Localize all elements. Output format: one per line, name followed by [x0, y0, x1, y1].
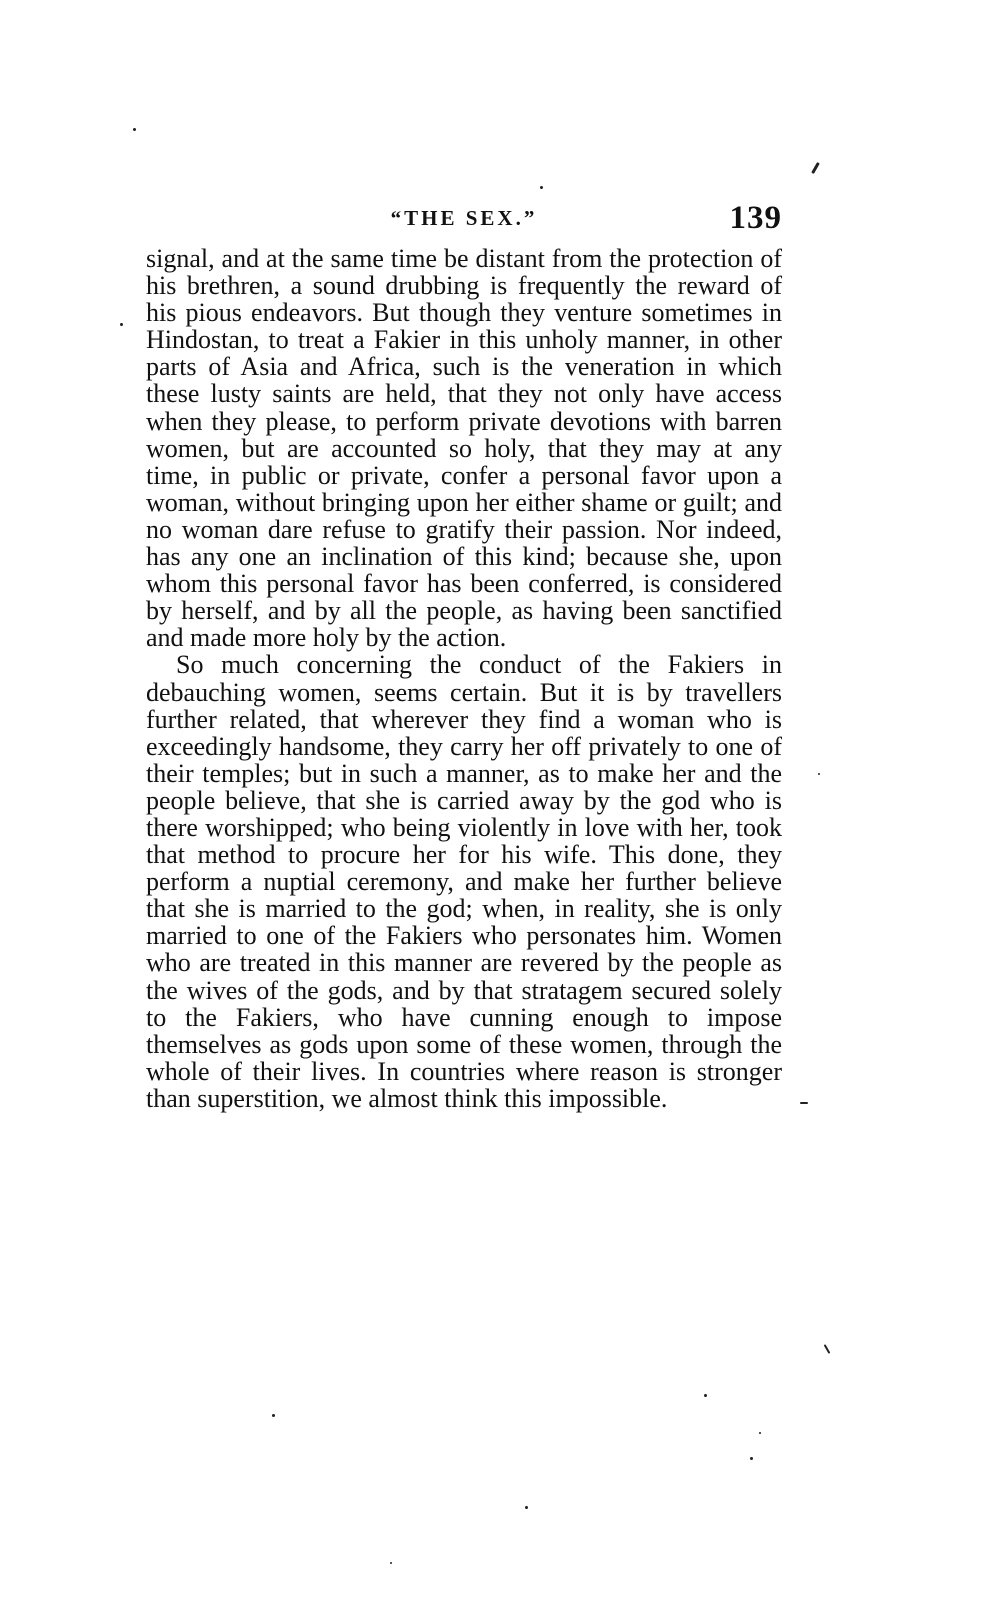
scan-speck: [525, 1506, 528, 1509]
scan-speck: [120, 323, 123, 326]
scan-speck: [390, 1562, 392, 1564]
scan-speck: [272, 1414, 275, 1417]
scan-speck: [540, 186, 543, 189]
scan-speck: [750, 1457, 753, 1460]
scan-speck: [133, 128, 136, 131]
scan-speck: [704, 1394, 707, 1397]
running-title: “THE SEX.”: [390, 206, 538, 230]
scan-speck: [759, 1432, 761, 1434]
scan-speck: [824, 1344, 831, 1354]
paragraph-2: So much concerning the conduct of the Fakiers in debauching women, seems certain. But it is by travellers further related, that wherever they find a woman who is exceedingly handsome, they carry her off privately to one of their temples; but in such a manner, as to make her and the people believe, that she is carried away by the god who is there worshipped; who being violently in love with her, took that method to procure her for his wife. This done, they perform a nuptial ceremony, and make her further believe that she is married to the god; when, in reality, she is only married to one of the Fakiers who personates him. Women who are treated in this manner are revered by the people as the wives of the gods, and by that stratagem secured solely to the Fakiers, who have cunning enough to impose themselves as gods upon some of these women, through the whole of their lives. In countries where reason is stronger than superstition, we almost think this impossible.: [146, 650, 782, 1113]
scan-speck: [818, 773, 820, 775]
paragraph-1: signal, and at the same time be distant from the protection of his brethren, a sound drubbing is frequently the reward of his pious endeavors. But though they venture sometimes in Hindostan, to treat a Fakier in this unholy manner, in other parts of Asia and Africa, such is the veneration in which these lusty saints are held, that they not only have access when they please, to perform private devotions with barren women, but are accounted so holy, that they may at any time, in public or private, confer a personal favor upon a woman, without bringing upon her either shame or guilt; and no woman dare refuse to gratify their passion. Nor indeed, has any one an inclination of this kind; because she, upon whom this personal favor has been conferred, is considered by herself, and by all the people, as having been sanctified and made more holy by the action.: [146, 244, 782, 653]
scan-speck: [800, 1102, 808, 1104]
page-number: 139: [729, 200, 782, 236]
scan-speck: [811, 162, 820, 174]
running-head: [146, 200, 782, 240]
body-text: [146, 245, 782, 1112]
